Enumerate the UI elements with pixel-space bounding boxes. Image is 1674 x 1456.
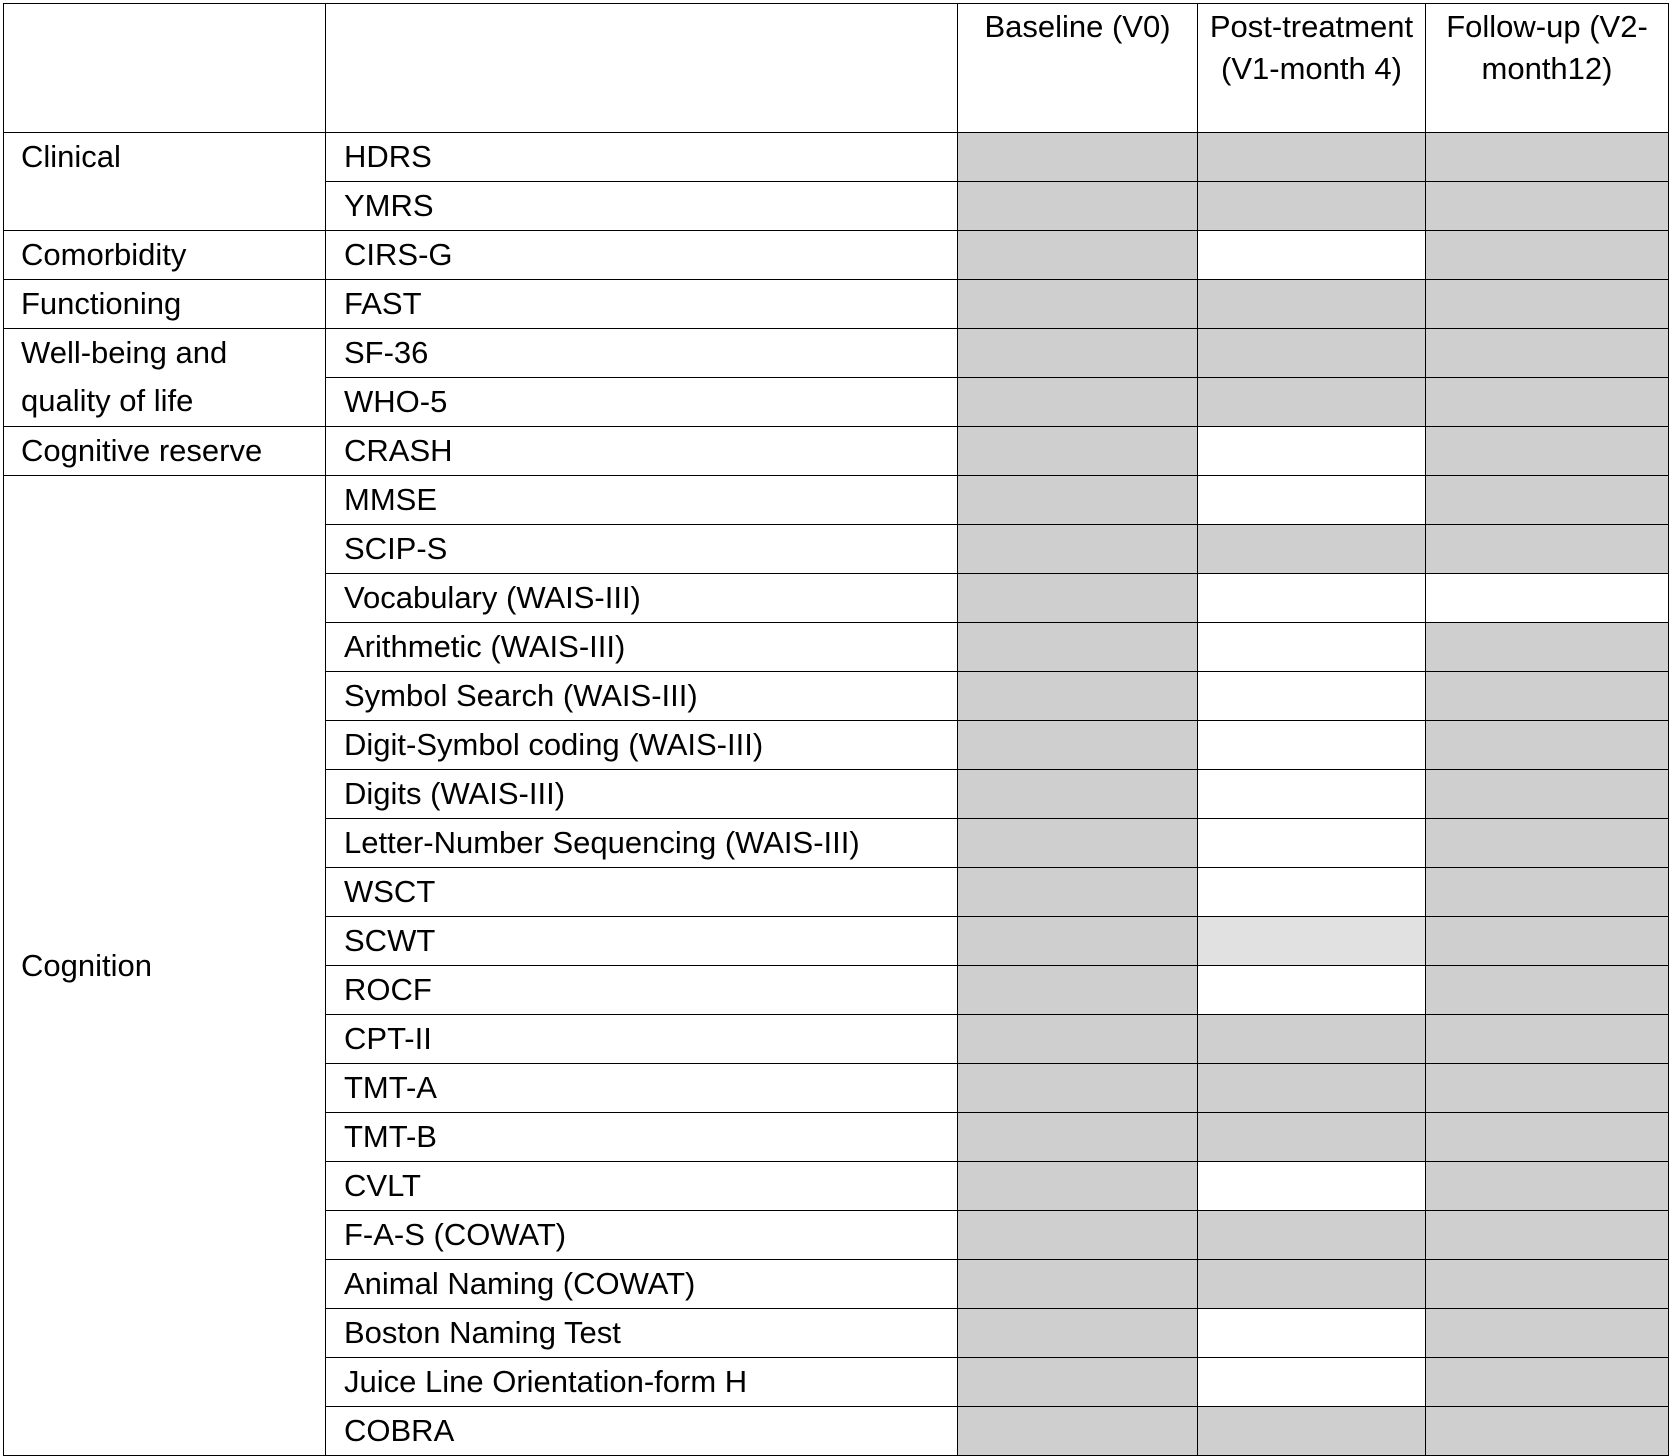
baseline-cell <box>958 1113 1198 1162</box>
baseline-cell <box>958 1064 1198 1113</box>
baseline-cell <box>958 770 1198 819</box>
post-treatment-cell <box>1198 231 1426 280</box>
baseline-cell <box>958 1015 1198 1064</box>
follow-up-cell <box>1426 1407 1669 1456</box>
category-cell: Clinical <box>4 133 326 231</box>
follow-up-cell <box>1426 1064 1669 1113</box>
category-cell: Cognition <box>4 476 326 1456</box>
follow-up-cell <box>1426 1358 1669 1407</box>
category-cell: Cognitive reserve <box>4 427 326 476</box>
follow-up-cell <box>1426 329 1669 378</box>
post-treatment-cell <box>1198 1358 1426 1407</box>
baseline-cell <box>958 1407 1198 1456</box>
post-treatment-cell <box>1198 182 1426 231</box>
table-row <box>4 133 1669 182</box>
instrument-cell: FAST <box>326 280 958 329</box>
follow-up-cell <box>1426 1260 1669 1309</box>
follow-up-cell <box>1426 182 1669 231</box>
post-treatment-cell <box>1198 1015 1426 1064</box>
header-baseline: Baseline (V0) <box>958 4 1198 133</box>
instrument-cell: Arithmetic (WAIS-III) <box>326 623 958 672</box>
follow-up-cell <box>1426 672 1669 721</box>
follow-up-cell <box>1426 868 1669 917</box>
follow-up-cell <box>1426 917 1669 966</box>
follow-up-cell <box>1426 819 1669 868</box>
post-treatment-cell <box>1198 133 1426 182</box>
instrument-cell: SCIP-S <box>326 525 958 574</box>
post-treatment-cell <box>1198 1260 1426 1309</box>
table-row <box>4 476 1669 525</box>
baseline-cell <box>958 1358 1198 1407</box>
instrument-cell: HDRS <box>326 133 958 182</box>
follow-up-cell <box>1426 231 1669 280</box>
baseline-cell <box>958 672 1198 721</box>
category-cell: Functioning <box>4 280 326 329</box>
follow-up-cell <box>1426 476 1669 525</box>
instrument-cell: ROCF <box>326 966 958 1015</box>
post-treatment-cell <box>1198 1113 1426 1162</box>
category-cell: Comorbidity <box>4 231 326 280</box>
baseline-cell <box>958 966 1198 1015</box>
baseline-cell <box>958 427 1198 476</box>
instrument-cell: WHO-5 <box>326 378 958 427</box>
instrument-cell: F-A-S (COWAT) <box>326 1211 958 1260</box>
post-treatment-cell <box>1198 868 1426 917</box>
baseline-cell <box>958 819 1198 868</box>
instrument-cell: COBRA <box>326 1407 958 1456</box>
instrument-cell: Digit-Symbol coding (WAIS-III) <box>326 721 958 770</box>
post-treatment-cell <box>1198 1064 1426 1113</box>
follow-up-cell <box>1426 280 1669 329</box>
table-row <box>4 280 1669 329</box>
post-treatment-cell <box>1198 770 1426 819</box>
follow-up-cell <box>1426 1015 1669 1064</box>
post-treatment-cell <box>1198 721 1426 770</box>
header-post-treatment: Post-treatment (V1-month 4) <box>1198 4 1426 133</box>
baseline-cell <box>958 721 1198 770</box>
baseline-cell <box>958 280 1198 329</box>
baseline-cell <box>958 623 1198 672</box>
assessment-schedule-table-wrapper <box>3 3 1668 1456</box>
post-treatment-cell <box>1198 574 1426 623</box>
instrument-cell: SF-36 <box>326 329 958 378</box>
post-treatment-cell <box>1198 1162 1426 1211</box>
instrument-cell: CIRS-G <box>326 231 958 280</box>
instrument-cell: CRASH <box>326 427 958 476</box>
instrument-cell: Animal Naming (COWAT) <box>326 1260 958 1309</box>
baseline-cell <box>958 231 1198 280</box>
instrument-cell: Symbol Search (WAIS-III) <box>326 672 958 721</box>
post-treatment-cell <box>1198 672 1426 721</box>
table-row <box>4 231 1669 280</box>
category-cell: Well-being and quality of life <box>4 329 326 427</box>
instrument-cell: Digits (WAIS-III) <box>326 770 958 819</box>
instrument-cell: Boston Naming Test <box>326 1309 958 1358</box>
post-treatment-cell <box>1198 623 1426 672</box>
post-treatment-cell <box>1198 966 1426 1015</box>
baseline-cell <box>958 1211 1198 1260</box>
header-row <box>4 4 1669 133</box>
instrument-cell: Juice Line Orientation-form H <box>326 1358 958 1407</box>
post-treatment-cell <box>1198 280 1426 329</box>
baseline-cell <box>958 1162 1198 1211</box>
instrument-cell: Vocabulary (WAIS-III) <box>326 574 958 623</box>
table-row <box>4 427 1669 476</box>
follow-up-cell <box>1426 1211 1669 1260</box>
follow-up-cell <box>1426 1309 1669 1358</box>
post-treatment-cell <box>1198 1407 1426 1456</box>
instrument-cell: YMRS <box>326 182 958 231</box>
follow-up-cell <box>1426 1162 1669 1211</box>
baseline-cell <box>958 574 1198 623</box>
post-treatment-cell <box>1198 378 1426 427</box>
follow-up-cell <box>1426 623 1669 672</box>
assessment-schedule-table <box>3 3 1669 1456</box>
instrument-cell: WSCT <box>326 868 958 917</box>
instrument-cell: TMT-A <box>326 1064 958 1113</box>
baseline-cell <box>958 917 1198 966</box>
follow-up-cell <box>1426 378 1669 427</box>
baseline-cell <box>958 1260 1198 1309</box>
post-treatment-cell <box>1198 917 1426 966</box>
follow-up-cell <box>1426 770 1669 819</box>
baseline-cell <box>958 525 1198 574</box>
header-follow-up: Follow-up (V2-month12) <box>1426 4 1669 133</box>
baseline-cell <box>958 182 1198 231</box>
table-row <box>4 329 1669 378</box>
follow-up-cell <box>1426 1113 1669 1162</box>
baseline-cell <box>958 1309 1198 1358</box>
post-treatment-cell <box>1198 525 1426 574</box>
instrument-cell: CPT-II <box>326 1015 958 1064</box>
instrument-cell: SCWT <box>326 917 958 966</box>
instrument-cell: TMT-B <box>326 1113 958 1162</box>
follow-up-cell <box>1426 133 1669 182</box>
baseline-cell <box>958 868 1198 917</box>
table-body <box>4 133 1669 1456</box>
header-instrument <box>326 4 958 133</box>
follow-up-cell <box>1426 721 1669 770</box>
post-treatment-cell <box>1198 329 1426 378</box>
post-treatment-cell <box>1198 476 1426 525</box>
post-treatment-cell <box>1198 427 1426 476</box>
post-treatment-cell <box>1198 819 1426 868</box>
follow-up-cell <box>1426 525 1669 574</box>
post-treatment-cell <box>1198 1211 1426 1260</box>
instrument-cell: MMSE <box>326 476 958 525</box>
instrument-cell: CVLT <box>326 1162 958 1211</box>
follow-up-cell <box>1426 427 1669 476</box>
follow-up-cell <box>1426 966 1669 1015</box>
post-treatment-cell <box>1198 1309 1426 1358</box>
header-category <box>4 4 326 133</box>
baseline-cell <box>958 378 1198 427</box>
baseline-cell <box>958 133 1198 182</box>
follow-up-cell <box>1426 574 1669 623</box>
instrument-cell: Letter-Number Sequencing (WAIS-III) <box>326 819 958 868</box>
baseline-cell <box>958 476 1198 525</box>
baseline-cell <box>958 329 1198 378</box>
